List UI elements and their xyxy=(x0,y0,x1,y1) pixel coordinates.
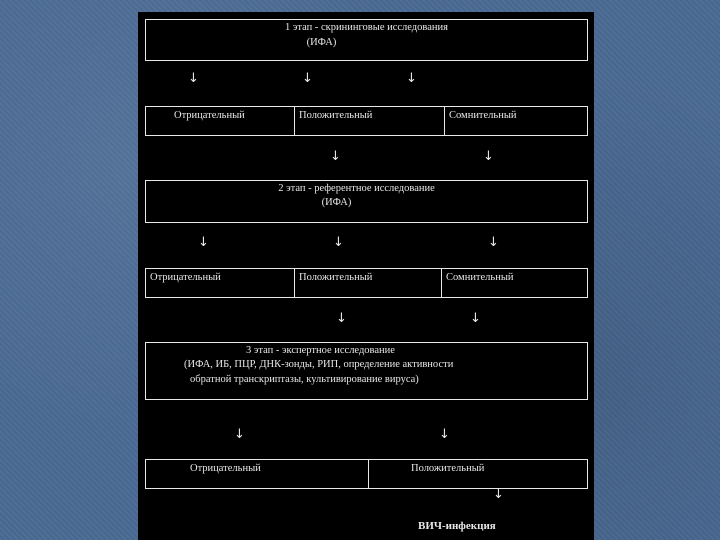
arrow-down-icon: ↓ xyxy=(493,487,504,502)
stage2-result-doubtful: Сомнительный xyxy=(441,269,587,297)
stage1-method: (ИФА) xyxy=(306,37,337,48)
stage1-result-negative: Отрицательный xyxy=(174,110,245,121)
arrow-down-icon: ↓ xyxy=(198,235,209,250)
stage1-title: 1 этап - скрининговые исследования xyxy=(285,22,448,33)
stage2-method: (ИФА) xyxy=(321,197,352,208)
arrow-down-icon: ↓ xyxy=(333,235,344,250)
stage1-results-row xyxy=(145,106,588,136)
arrow-down-icon: ↓ xyxy=(330,149,341,164)
stage3-methods-line1: (ИФА, ИБ, ПЦР, ДНК-зонды, РИП, определение активности xyxy=(184,359,454,370)
stage3-title: 3 этап - экспертное исследование xyxy=(246,345,395,356)
arrow-down-icon: ↓ xyxy=(470,311,481,326)
stage1-result-doubtful: Сомнительный xyxy=(444,107,587,135)
arrow-down-icon: ↓ xyxy=(188,71,199,86)
arrow-down-icon: ↓ xyxy=(234,427,245,442)
stage2-box xyxy=(145,180,588,223)
arrow-down-icon: ↓ xyxy=(439,427,450,442)
stage2-results-row xyxy=(145,268,588,298)
arrow-down-icon: ↓ xyxy=(483,149,494,164)
final-diagnosis: ВИЧ-инфекция xyxy=(418,520,496,532)
arrow-down-icon: ↓ xyxy=(406,71,417,86)
stage1-result-positive: Положительный xyxy=(294,107,444,135)
stage3-box xyxy=(145,342,588,400)
arrow-down-icon: ↓ xyxy=(302,71,313,86)
arrow-down-icon: ↓ xyxy=(336,311,347,326)
slide xyxy=(138,12,594,540)
stage3-methods-line2: обратной транскриптазы, культивирование вируса) xyxy=(190,374,419,385)
stage3-result-negative: Отрицательный xyxy=(190,463,261,474)
stage3-results-row xyxy=(145,459,588,489)
stage1-box xyxy=(145,19,588,61)
stage2-title: 2 этап - референтное исследование xyxy=(278,183,435,194)
stage2-result-positive: Положительный xyxy=(294,269,441,297)
arrow-down-icon: ↓ xyxy=(488,235,499,250)
stage3-result-positive: Положительный xyxy=(368,460,587,488)
stage2-result-negative: Отрицательный xyxy=(150,272,221,283)
